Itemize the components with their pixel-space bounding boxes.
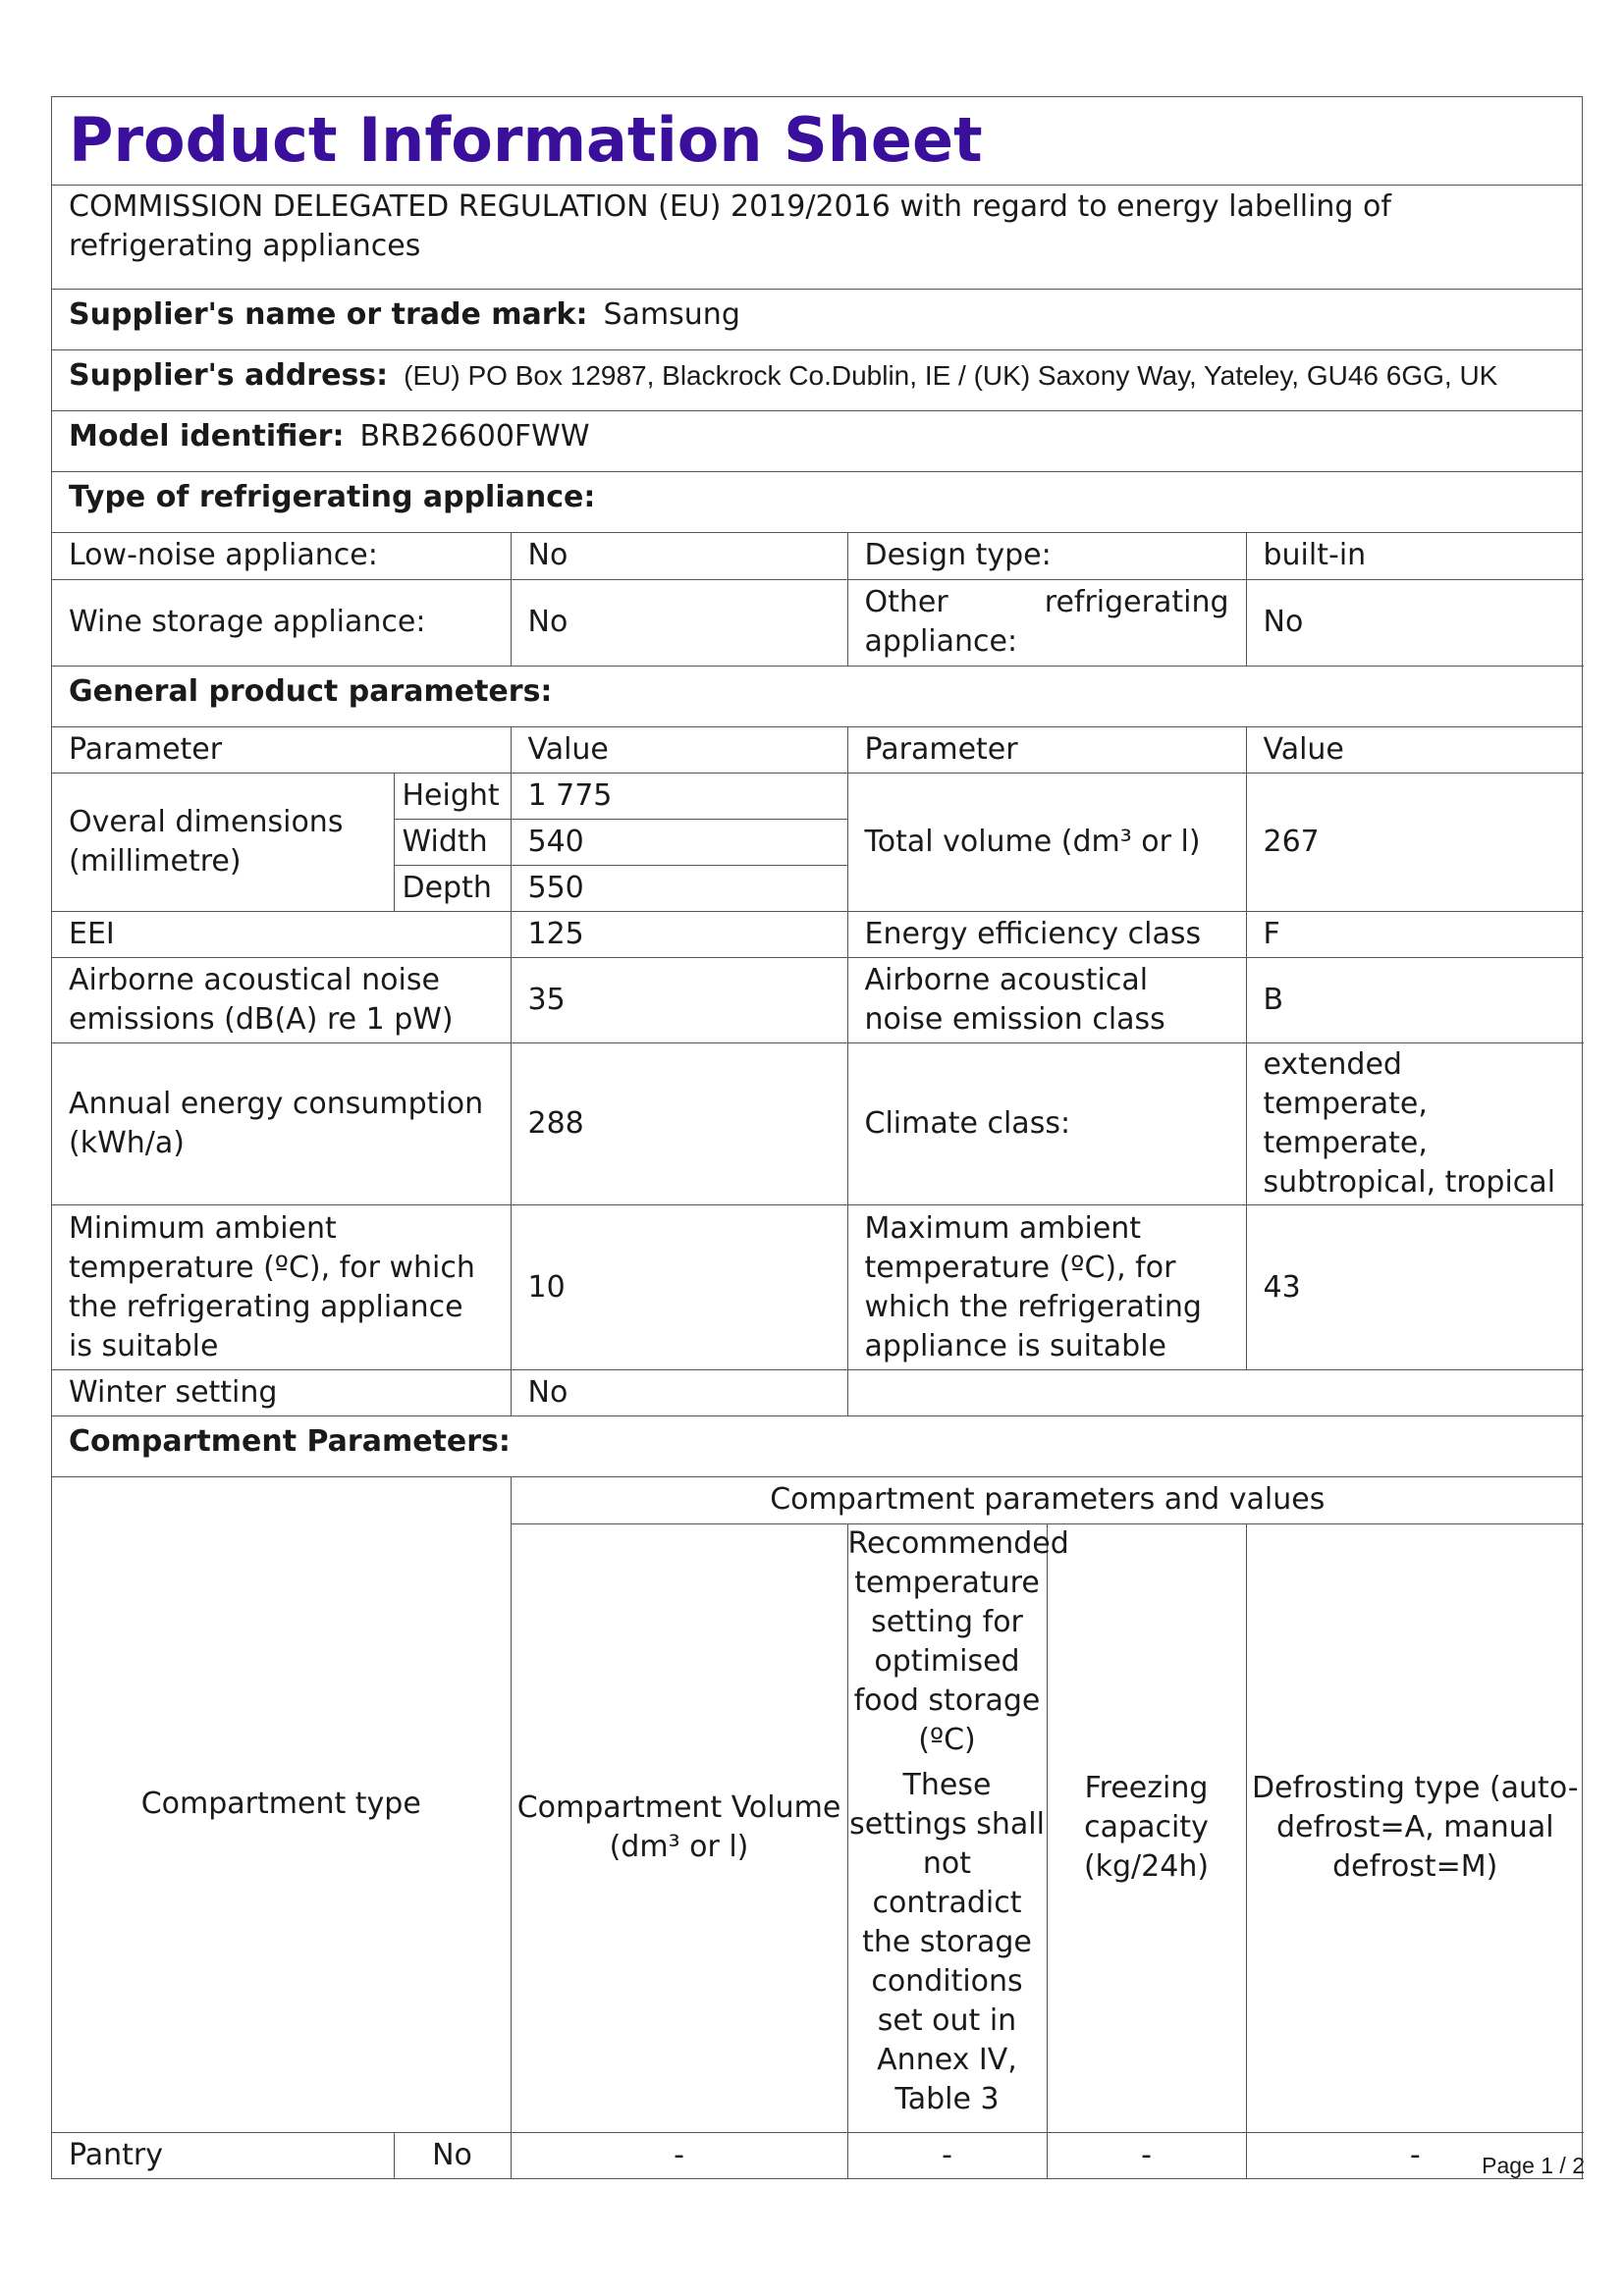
- dimensions-label: Overal dimensions (millimetre): [52, 774, 394, 912]
- width-label: Width: [394, 820, 511, 866]
- compartment-volume-header: Compartment Volume (dm³ or l): [511, 1523, 847, 2132]
- depth-label: Depth: [394, 866, 511, 912]
- freezing-capacity-header: Freezing capacity (kg/24h): [1047, 1523, 1246, 2132]
- total-volume-value: 267: [1246, 774, 1584, 912]
- supplier-name-label: Supplier's name or trade mark:: [69, 297, 588, 332]
- table-row: [52, 958, 1584, 1043]
- table-row: [52, 1205, 1584, 1370]
- climate-class-label: Climate class:: [847, 1043, 1246, 1205]
- width-value: 540: [511, 820, 847, 866]
- height-label: Height: [394, 774, 511, 820]
- general-parameters-table: [52, 727, 1584, 1417]
- product-information-sheet: [51, 96, 1583, 2179]
- page-number: Page 1 / 2: [1482, 2153, 1585, 2178]
- parameter-header: Parameter: [52, 727, 511, 774]
- regulation-text: COMMISSION DELEGATED REGULATION (EU) 2019/2016 with regard to energy labelling of refrigerating appliances: [52, 186, 1582, 290]
- table-row: [52, 912, 1584, 958]
- eei-value: 125: [511, 912, 847, 958]
- wine-storage-value: No: [511, 579, 847, 666]
- max-temp-label: Maximum ambient temperature (ºC), for which the refrigerating appliance is suitable: [847, 1205, 1246, 1370]
- appliance-type-table: [52, 533, 1584, 667]
- recommended-temp-note: These settings shall not contradict the storage conditions set out in Annex IV, Table 3: [849, 1767, 1045, 2116]
- low-noise-value: No: [511, 533, 847, 579]
- other-label-word1: Other: [864, 585, 948, 619]
- min-temp-label: Minimum ambient temperature (ºC), for which the refrigerating appliance is suitable: [52, 1205, 511, 1370]
- compartment-type-header: Compartment type: [52, 1477, 511, 2132]
- other-label-word2: refrigerating: [1044, 585, 1229, 619]
- compartment-temp-value: -: [847, 2132, 1047, 2178]
- recommended-temp-header: [847, 1523, 1069, 2132]
- energy-class-value: F: [1246, 912, 1584, 958]
- supplier-address-label: Supplier's address:: [69, 358, 389, 393]
- eei-label: EEI: [52, 912, 511, 958]
- supplier-address-row: [52, 350, 1582, 411]
- model-value: BRB26600FWW: [359, 419, 590, 454]
- general-heading-row: [52, 667, 1582, 727]
- winter-setting-value: No: [511, 1370, 847, 1416]
- energy-class-label: Energy efficiency class: [847, 912, 1246, 958]
- compartment-defrost-value: -: [1246, 2132, 1584, 2178]
- table-header-row: [52, 1477, 1584, 1523]
- design-type-value: built-in: [1246, 533, 1584, 579]
- other-appliance-label: [847, 579, 1246, 666]
- low-noise-label: Low-noise appliance:: [52, 533, 511, 579]
- table-row: [52, 1043, 1584, 1205]
- value-header: Value: [511, 727, 847, 774]
- total-volume-label: Total volume (dm³ or l): [847, 774, 1246, 912]
- page-title: Product Information Sheet: [52, 97, 1582, 186]
- depth-value: 550: [511, 866, 847, 912]
- height-value: 1 775: [511, 774, 847, 820]
- defrost-type-header: Defrosting type (auto-defrost=A, manual defrost=M): [1246, 1523, 1584, 2132]
- annual-energy-label: Annual energy consumption (kWh/a): [52, 1043, 511, 1205]
- type-heading-row: [52, 472, 1582, 533]
- compartment-name: Pantry: [52, 2132, 394, 2178]
- table-row: [52, 1370, 1584, 1416]
- table-row: [52, 533, 1584, 579]
- noise-class-label: Airborne acoustical noise emission class: [847, 958, 1246, 1043]
- parameter-header: Parameter: [847, 727, 1246, 774]
- type-heading: Type of refrigerating appliance:: [69, 480, 596, 514]
- compartment-heading-row: [52, 1416, 1582, 1477]
- compartment-heading: Compartment Parameters:: [69, 1424, 511, 1459]
- noise-value: 35: [511, 958, 847, 1043]
- supplier-address-value: (EU) PO Box 12987, Blackrock Co.Dublin, IE / (UK) Saxony Way, Yateley, GU46 6GG, UK: [404, 360, 1498, 391]
- table-row: [52, 2132, 1584, 2178]
- annual-energy-value: 288: [511, 1043, 847, 1205]
- value-header: Value: [1246, 727, 1584, 774]
- other-appliance-value: No: [1246, 579, 1584, 666]
- params-values-header: Compartment parameters and values: [511, 1477, 1584, 1523]
- compartment-present: No: [394, 2132, 511, 2178]
- min-temp-value: 10: [511, 1205, 847, 1370]
- model-label: Model identifier:: [69, 419, 345, 454]
- climate-class-value: extended temperate, temperate, subtropical, tropical: [1246, 1043, 1584, 1205]
- winter-setting-label: Winter setting: [52, 1370, 511, 1416]
- table-row: [52, 579, 1584, 666]
- table-row: [52, 774, 1584, 820]
- model-row: [52, 411, 1582, 472]
- noise-class-value: B: [1246, 958, 1584, 1043]
- design-type-label: Design type:: [847, 533, 1246, 579]
- general-heading: General product parameters:: [69, 673, 553, 709]
- max-temp-value: 43: [1246, 1205, 1584, 1370]
- noise-label: Airborne acoustical noise emissions (dB(A) re 1 pW): [52, 958, 511, 1043]
- wine-storage-label: Wine storage appliance:: [52, 579, 511, 666]
- sheet-frame: [51, 96, 1583, 2179]
- empty-cell: [847, 1370, 1584, 1416]
- compartment-volume-value: -: [511, 2132, 847, 2178]
- supplier-name-value: Samsung: [603, 297, 740, 332]
- other-label-word3: appliance:: [864, 624, 1018, 659]
- supplier-name-row: [52, 290, 1582, 350]
- table-header-row: [52, 727, 1584, 774]
- compartment-freezing-value: -: [1047, 2132, 1246, 2178]
- recommended-temp-text: Recommended temperature setting for optimised food storage (ºC): [847, 1525, 1069, 1757]
- compartment-table: [52, 1477, 1584, 2179]
